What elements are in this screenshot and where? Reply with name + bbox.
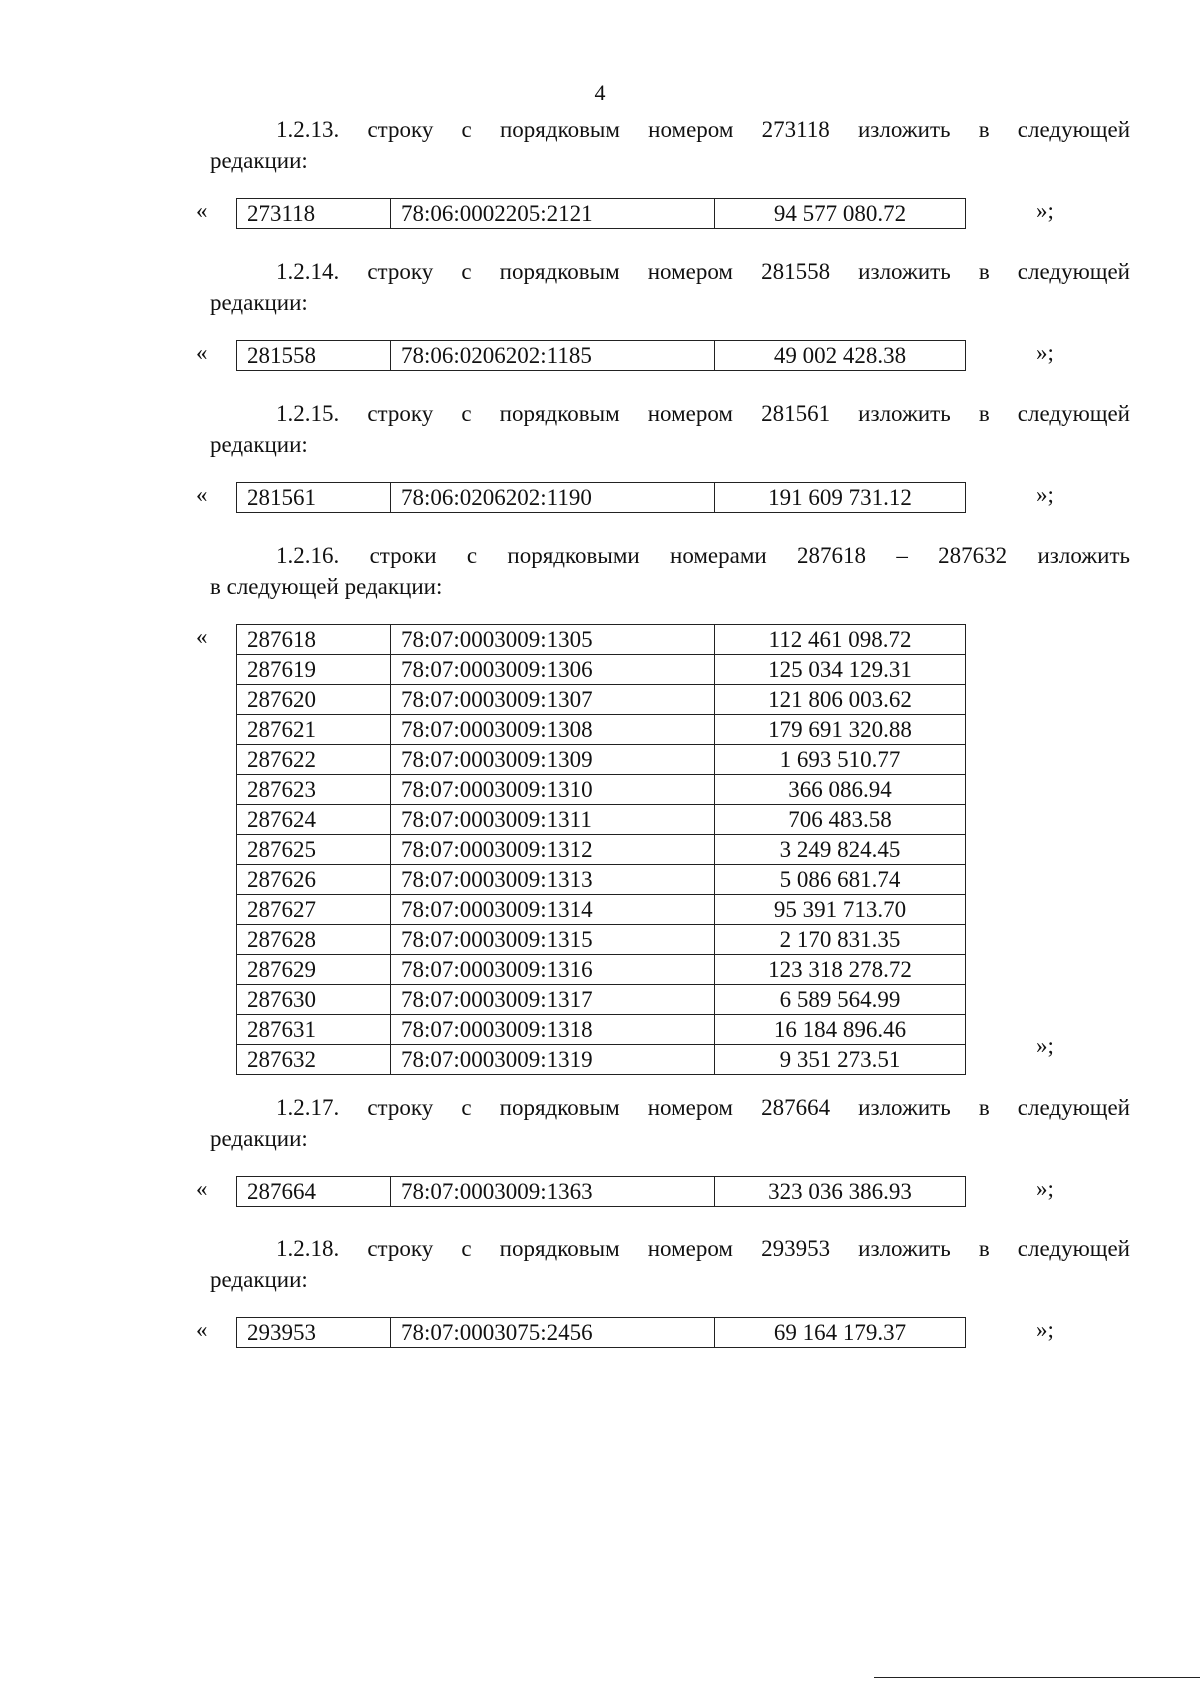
row-number-cell: 287629 bbox=[237, 955, 391, 985]
row-number-cell: 287626 bbox=[237, 865, 391, 895]
paragraph-line: редакции: bbox=[210, 148, 308, 173]
amendment-item bbox=[196, 398, 1130, 510]
table-row bbox=[237, 1318, 966, 1348]
table-row bbox=[237, 1177, 966, 1207]
row-number-cell: 281558 bbox=[237, 341, 391, 371]
table-row bbox=[237, 685, 966, 715]
table-row bbox=[237, 745, 966, 775]
row-number-cell: 287630 bbox=[237, 985, 391, 1015]
table-row bbox=[237, 835, 966, 865]
cadastral-table bbox=[236, 340, 966, 371]
table-row bbox=[237, 775, 966, 805]
paragraph-line: 1.2.17. строку с порядковым номером 287664 изложить в следующей bbox=[276, 1095, 1130, 1120]
value-cell: 5 086 681.74 bbox=[715, 865, 966, 895]
value-cell: 191 609 731.12 bbox=[715, 483, 966, 513]
paragraph-line: 1.2.14. строку с порядковым номером 281558 изложить в следующей bbox=[276, 259, 1130, 284]
amendment-item bbox=[196, 1092, 1130, 1204]
value-cell: 69 164 179.37 bbox=[715, 1318, 966, 1348]
cadastral-number-cell: 78:07:0003009:1308 bbox=[391, 715, 715, 745]
paragraph-line: редакции: bbox=[210, 432, 308, 457]
amendment-paragraph bbox=[210, 540, 1130, 602]
close-quote: »; bbox=[1036, 1317, 1054, 1342]
value-cell: 366 086.94 bbox=[715, 775, 966, 805]
cadastral-number-cell: 78:07:0003009:1311 bbox=[391, 805, 715, 835]
table-row bbox=[237, 925, 966, 955]
amendment-item bbox=[196, 256, 1130, 368]
page-number: 4 bbox=[594, 80, 606, 105]
value-cell: 16 184 896.46 bbox=[715, 1015, 966, 1045]
table-row bbox=[237, 805, 966, 835]
value-cell: 49 002 428.38 bbox=[715, 341, 966, 371]
value-cell: 9 351 273.51 bbox=[715, 1045, 966, 1075]
row-number-cell: 273118 bbox=[237, 199, 391, 229]
table-row bbox=[237, 655, 966, 685]
row-number-cell: 287624 bbox=[237, 805, 391, 835]
row-number-cell: 293953 bbox=[237, 1318, 391, 1348]
open-quote: « bbox=[196, 1176, 208, 1201]
amendment-item bbox=[196, 540, 1130, 1072]
value-cell: 706 483.58 bbox=[715, 805, 966, 835]
cadastral-number-cell: 78:06:0206202:1185 bbox=[391, 341, 715, 371]
value-cell: 2 170 831.35 bbox=[715, 925, 966, 955]
row-number-cell: 287619 bbox=[237, 655, 391, 685]
amendment-paragraph bbox=[210, 114, 1130, 176]
cadastral-number-cell: 78:07:0003009:1306 bbox=[391, 655, 715, 685]
table-row bbox=[237, 1045, 966, 1075]
paragraph-line: редакции: bbox=[210, 1267, 308, 1292]
paragraph-line: 1.2.18. строку с порядковым номером 293953 изложить в следующей bbox=[276, 1236, 1130, 1261]
value-cell: 3 249 824.45 bbox=[715, 835, 966, 865]
table-row bbox=[237, 955, 966, 985]
table-row bbox=[237, 483, 966, 513]
cadastral-table bbox=[236, 198, 966, 229]
cadastral-number-cell: 78:07:0003009:1310 bbox=[391, 775, 715, 805]
table-row bbox=[237, 1015, 966, 1045]
value-cell: 95 391 713.70 bbox=[715, 895, 966, 925]
table-row bbox=[237, 865, 966, 895]
cadastral-number-cell: 78:07:0003009:1317 bbox=[391, 985, 715, 1015]
paragraph-line: редакции: bbox=[210, 1126, 308, 1151]
cadastral-table bbox=[236, 624, 966, 1075]
open-quote: « bbox=[196, 340, 208, 365]
row-number-cell: 287628 bbox=[237, 925, 391, 955]
paragraph-line: 1.2.13. строку с порядковым номером 273118 изложить в следующей bbox=[276, 117, 1130, 142]
row-number-cell: 287621 bbox=[237, 715, 391, 745]
row-number-cell: 287620 bbox=[237, 685, 391, 715]
cadastral-number-cell: 78:07:0003009:1305 bbox=[391, 625, 715, 655]
close-quote: »; bbox=[1036, 1176, 1054, 1201]
cadastral-table bbox=[236, 1176, 966, 1207]
cadastral-number-cell: 78:07:0003009:1309 bbox=[391, 745, 715, 775]
value-cell: 123 318 278.72 bbox=[715, 955, 966, 985]
row-number-cell: 287622 bbox=[237, 745, 391, 775]
close-quote: »; bbox=[1036, 1032, 1054, 1058]
cadastral-number-cell: 78:06:0206202:1190 bbox=[391, 483, 715, 513]
paragraph-line: редакции: bbox=[210, 290, 308, 315]
value-cell: 125 034 129.31 bbox=[715, 655, 966, 685]
paragraph-line: 1.2.16. строки с порядковыми номерами 287618 – 287632 изложить bbox=[276, 543, 1130, 568]
amendment-paragraph bbox=[210, 1092, 1130, 1154]
paragraph-line: в следующей редакции: bbox=[210, 574, 443, 599]
cadastral-number-cell: 78:07:0003009:1313 bbox=[391, 865, 715, 895]
cadastral-table bbox=[236, 1317, 966, 1348]
open-quote: « bbox=[196, 624, 208, 649]
amendment-item bbox=[196, 114, 1130, 226]
table-row bbox=[237, 341, 966, 371]
cadastral-number-cell: 78:07:0003009:1314 bbox=[391, 895, 715, 925]
row-number-cell: 287623 bbox=[237, 775, 391, 805]
cadastral-number-cell: 78:07:0003075:2456 bbox=[391, 1318, 715, 1348]
close-quote: »; bbox=[1036, 340, 1054, 365]
row-number-cell: 287664 bbox=[237, 1177, 391, 1207]
value-cell: 94 577 080.72 bbox=[715, 199, 966, 229]
table-row bbox=[237, 985, 966, 1015]
bottom-divider bbox=[874, 1677, 1200, 1678]
cadastral-number-cell: 78:07:0003009:1363 bbox=[391, 1177, 715, 1207]
cadastral-table bbox=[236, 482, 966, 513]
row-number-cell: 287625 bbox=[237, 835, 391, 865]
value-cell: 323 036 386.93 bbox=[715, 1177, 966, 1207]
row-number-cell: 287632 bbox=[237, 1045, 391, 1075]
table-row bbox=[237, 895, 966, 925]
open-quote: « bbox=[196, 1317, 208, 1342]
cadastral-number-cell: 78:07:0003009:1318 bbox=[391, 1015, 715, 1045]
row-number-cell: 287627 bbox=[237, 895, 391, 925]
value-cell: 6 589 564.99 bbox=[715, 985, 966, 1015]
value-cell: 121 806 003.62 bbox=[715, 685, 966, 715]
table-row bbox=[237, 199, 966, 229]
value-cell: 179 691 320.88 bbox=[715, 715, 966, 745]
amendment-paragraph bbox=[210, 398, 1130, 460]
cadastral-number-cell: 78:07:0003009:1315 bbox=[391, 925, 715, 955]
row-number-cell: 287631 bbox=[237, 1015, 391, 1045]
table-row bbox=[237, 715, 966, 745]
open-quote: « bbox=[196, 482, 208, 507]
amendment-item bbox=[196, 1233, 1130, 1345]
amendment-paragraph bbox=[210, 1233, 1130, 1295]
close-quote: »; bbox=[1036, 482, 1054, 507]
value-cell: 1 693 510.77 bbox=[715, 745, 966, 775]
cadastral-number-cell: 78:07:0003009:1319 bbox=[391, 1045, 715, 1075]
cadastral-number-cell: 78:07:0003009:1312 bbox=[391, 835, 715, 865]
row-number-cell: 281561 bbox=[237, 483, 391, 513]
paragraph-line: 1.2.15. строку с порядковым номером 281561 изложить в следующей bbox=[276, 401, 1130, 426]
table-row bbox=[237, 625, 966, 655]
open-quote: « bbox=[196, 198, 208, 223]
value-cell: 112 461 098.72 bbox=[715, 625, 966, 655]
cadastral-number-cell: 78:07:0003009:1316 bbox=[391, 955, 715, 985]
amendment-paragraph bbox=[210, 256, 1130, 318]
cadastral-number-cell: 78:07:0003009:1307 bbox=[391, 685, 715, 715]
row-number-cell: 287618 bbox=[237, 625, 391, 655]
close-quote: »; bbox=[1036, 198, 1054, 223]
cadastral-number-cell: 78:06:0002205:2121 bbox=[391, 199, 715, 229]
